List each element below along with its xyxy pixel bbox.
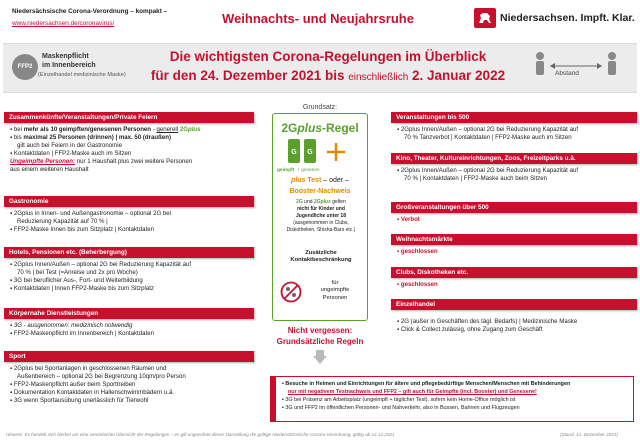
- section-body-services-body: ▪ 3G - ausgenommen: medizinisch notwendig ▪ FFP2-Maskenpflicht im Innenbereich | Kontaktdaten: [10, 322, 154, 338]
- header-regulation-title: Niedersächsische Corona-Verordnung – kompakt –: [12, 8, 168, 15]
- reminder-text: Nicht vergessen: Grundsätzliche Regeln: [276, 326, 364, 346]
- section-christmas-markets: [391, 234, 637, 256]
- plus-test-line: plus Test – oder –: [291, 177, 349, 184]
- contact-restriction: Zusätzliche Kontaktbeschränkung: [290, 250, 352, 264]
- children-exemption: 2G und 2Gplus gelten nicht für Kinder und Jugendliche unter 18 (ausgenommen in Clubs, Diskotheken, Shisha-Bars etc.): [286, 199, 356, 233]
- footer-date: (Stand: 12. Dezember 2021): [560, 432, 618, 437]
- contact-restriction-target: für ungeimpfte Personen: [320, 280, 350, 301]
- section-private-events-header: Zusammenkünfte/Veranstaltungen/Private Feiern: [4, 112, 254, 123]
- distance-label: Abstand: [555, 70, 579, 77]
- mask-line2: im Innenbereich: [42, 62, 96, 69]
- section-culture-header: Kino, Theater, Kultureinrichtungen, Zoos, Freizeitparks u.ä.: [391, 153, 637, 164]
- page-title: Weihnachts- und Neujahrsruhe: [222, 11, 414, 26]
- section-hotels-body: ▪ 2Gplus Innen/Außen – optional 2G bei Reduzierung Kapazität auf 70 % | bei Test (=Anreise und 2x pro Woche) ▪ 3G bei beruflicher Aus-, Fort- und Weiterbildung ▪ Kontaktdaten | Innen FFP2-Maske bis zum Sitzplatz: [10, 261, 192, 293]
- section-christmas-markets-body: ▪ geschlossen: [397, 248, 438, 255]
- niedersachsen-horse-logo: [474, 8, 496, 28]
- grundsatz-label: Grundsatz:: [302, 104, 338, 111]
- vaccinated-people-icon: [286, 137, 356, 167]
- distance-icon: [528, 50, 624, 86]
- footer-disclaimer: Hinweis: Es handelt sich hierbei um eine vereinfachte Übersicht der Regelungen – es gilt ungeachtet dieser Darstellung die gültige Niedersächsische Corona-Verordnung, gültig ab 12.12.2021: [6, 432, 395, 437]
- section-retail: [391, 299, 637, 334]
- section-sport-header: Sport: [4, 351, 254, 362]
- section-gastronomy-header: Gastronomie: [4, 196, 254, 207]
- ffp2-mask-icon: FFP2: [12, 54, 38, 80]
- section-sport: [4, 351, 254, 405]
- section-hotels-header: Hotels, Pensionen etc. (Beherbergung): [4, 247, 254, 258]
- section-hotels: [4, 247, 254, 293]
- section-christmas-markets-header: Weihnachtsmärkte: [391, 234, 637, 245]
- mask-line1: Maskenpflicht: [42, 53, 89, 60]
- genesen-label: + genesen: [297, 168, 320, 173]
- section-private-events-body: ▪ bei mehr als 10 geimpften/genesenen Personen - generell 2Gplus ▪ bis maximal 25 Personen (drinnen) | max. 50 (draußen) gilt auch bei Feiern in der Gastronomie ▪ Kontaktdaten | FFP2-Maske auch im Sitzen Ungeimpfte Personen: nur 1 Haushalt plus zwei weitere Personen aus einem weiteren Haushalt: [10, 126, 201, 174]
- section-clubs-body: ▪ geschlossen: [397, 281, 438, 288]
- section-body-services-header: Körpernahe Dienstleistungen: [4, 308, 254, 319]
- section-body-services: [4, 308, 254, 338]
- left-column: [4, 112, 254, 175]
- logo-text: Niedersachsen. Impft. Klar.: [500, 12, 635, 24]
- section-retail-body: ▪ 2G (außer in Geschäften des tägl. Bedarfs) | Medizinische Maske ▪ Click & Collect zulässig, ohne Zugang zum Geschäft: [397, 318, 578, 334]
- headline-line1: Die wichtigsten Corona-Regelungen im Überblick: [169, 49, 487, 64]
- section-clubs-header: Clubs, Diskotheken etc.: [391, 267, 637, 278]
- section-clubs: [391, 267, 637, 289]
- section-large-events-body: ▪ Verbot: [397, 216, 420, 223]
- mask-line3: (Einzelhandel medizinische Maske): [38, 72, 126, 78]
- section-events-500-header: Veranstaltungen bis 500: [391, 112, 637, 123]
- section-large-events-header: Großveranstaltungen über 500: [391, 202, 637, 213]
- svg-text:G: G: [291, 149, 297, 156]
- rule-title: 2Gplus-Regel: [281, 121, 359, 135]
- arrow-down-icon: [313, 350, 327, 364]
- section-gastronomy-body: ▪ 2Gplus in Innen- und Außengastronomie – optional 2G bei Reduzierung Kapazität auf 70 % | ▪ FFP2-Maske Innen bis zum Sitzplatz | Kontaktdaten: [10, 210, 172, 234]
- section-large-events: [391, 202, 637, 224]
- general-rules-box: ▪ Besuche in Heimen und Einrichtungen für ältere und pflegebedürftige Menschen/Menschen mit Behinderungen nur mit negativem Testnachweis und FFP2 – gilt auch für Geimpfte (incl. Booster) und Genesene! ▪ 3G bei Präsenz am Arbeitsplatz (ungeimpft + täglicher Test), sofern kein Home-Office möglich ist ▪ 3G und FFP2 im öffentlichen Personen- und Nahverkehr, also in Bussen, Bahnen und Flugzeugen: [270, 376, 634, 422]
- header-website-link[interactable]: www.niedersachsen.de/coronavirus/: [12, 20, 115, 27]
- section-events-500: [391, 112, 637, 142]
- section-culture: [391, 153, 637, 183]
- section-gastronomy: [4, 196, 254, 234]
- geimpft-label: geimpft: [277, 168, 295, 173]
- svg-text:G: G: [307, 149, 313, 156]
- no-contact-icon: [280, 281, 302, 303]
- section-culture-body: ▪ 2Gplus Innen/Außen – optional 2G bei Reduzierung Kapazität auf 70 % | Kontaktdaten | FFP2-Maske auch beim Sitzen: [397, 167, 579, 183]
- section-events-500-body: ▪ 2Gplus Innen/Außen – optional 2G bei Reduzierung Kapazität auf 70 % Tanzverbot | Kontaktdaten | FFP2-Maske auch im Sitzen: [397, 126, 579, 142]
- booster-line: Booster-Nachweis: [289, 188, 351, 195]
- section-retail-header: Einzelhandel: [391, 299, 637, 310]
- section-sport-body: ▪ 2Gplus bei Sportanlagen in geschlossenen Räumen und Außenbereich – optional 2G bei Begrenzung 10qm/pro Person ▪ FFP2-Maskenpflicht außer beim Sporttreiben ▪ Dokumentation Kontaktdaten in Hallenschwimmbädern u.ä. ▪ 3G wenn Sportausübung unerlässlich für Tierwohl: [10, 365, 186, 405]
- headline-line2: für den 24. Dezember 2021 bis einschließlich 2. Januar 2022: [150, 68, 506, 83]
